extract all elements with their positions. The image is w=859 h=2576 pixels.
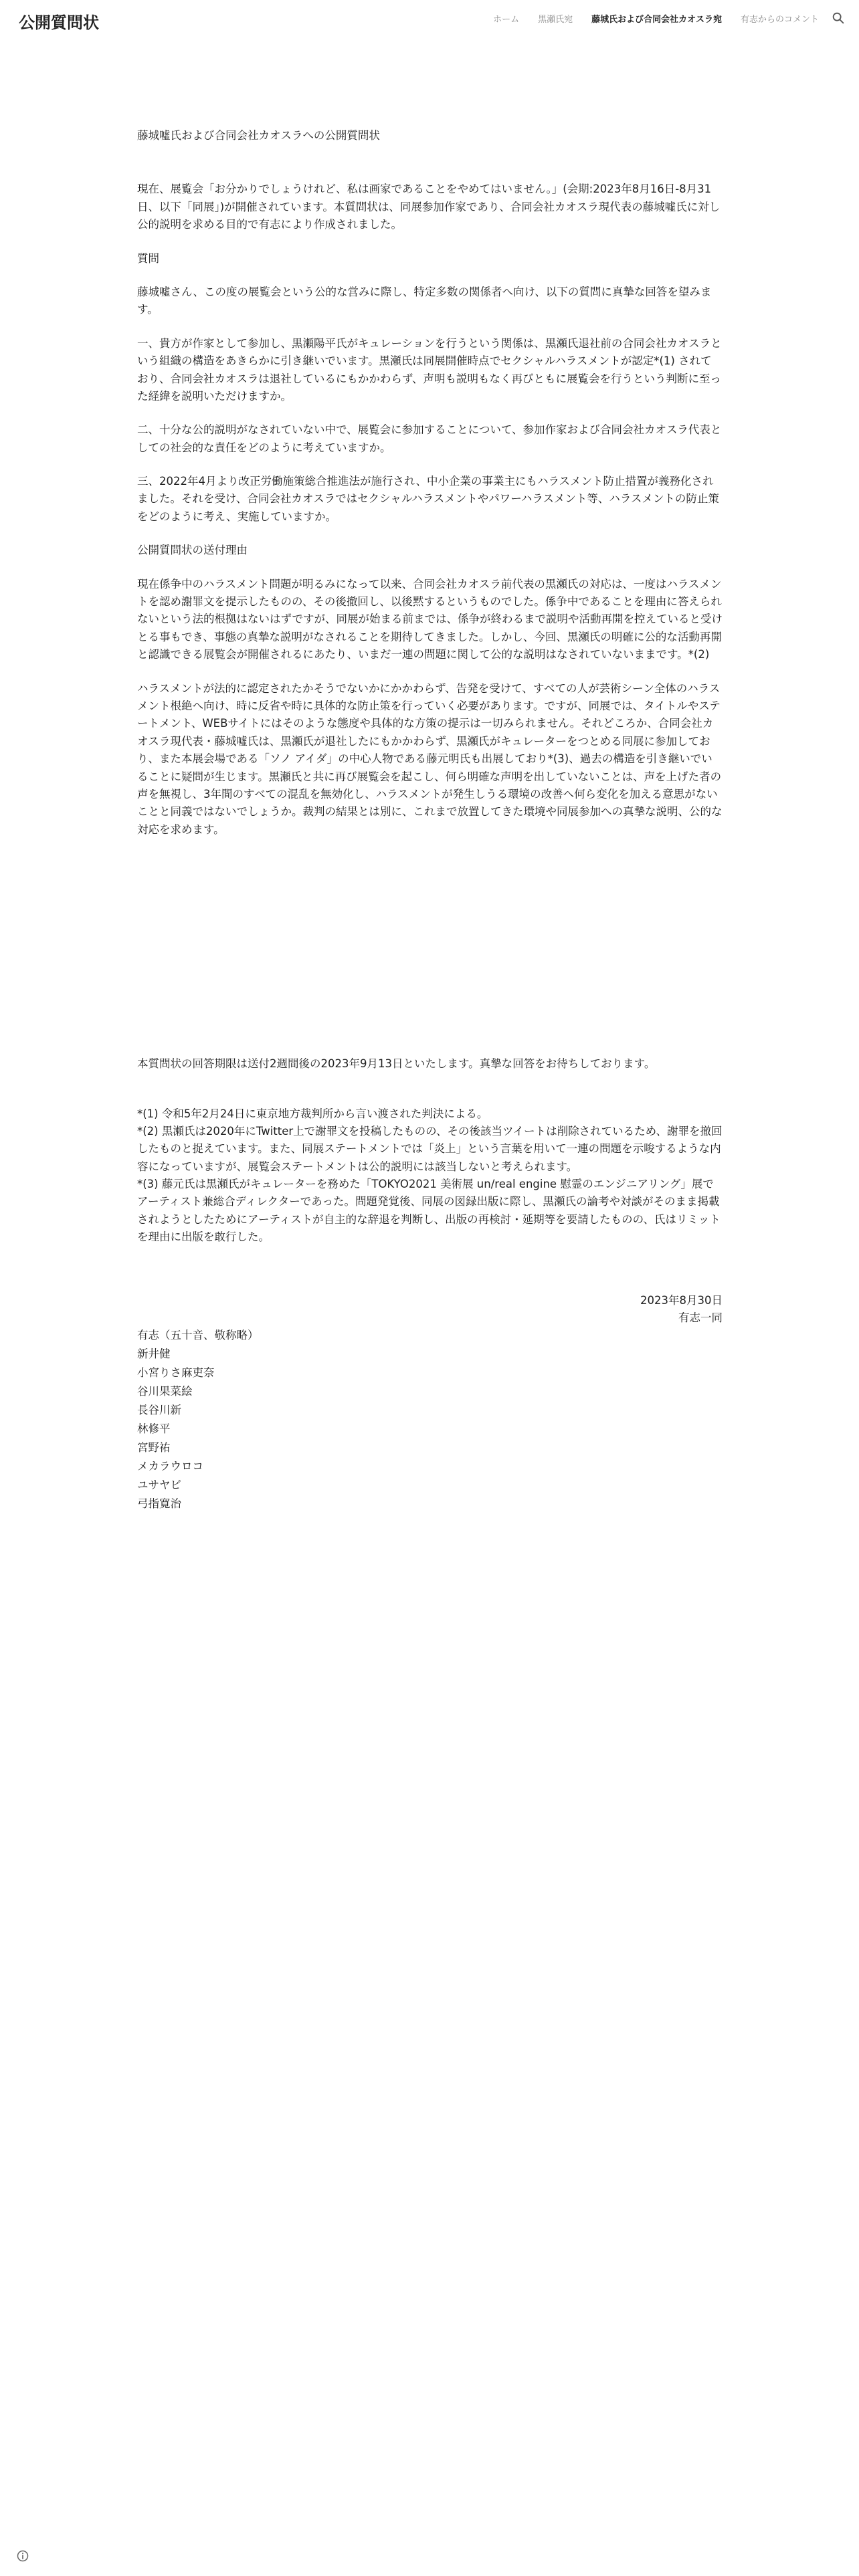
list-item: 谷川果菜絵 [137, 1384, 193, 1398]
blank-space [137, 855, 723, 1055]
questions-lead: 藤城噓さん、この度の展覧会という公的な営みに際し、特定多数の関係者へ向け、以下の質問に真摯な回答を望みます。 [137, 285, 712, 316]
question-1: 一、貴方が作家として参加し、黒瀬陽平氏がキュレーションを行うという関係は、黒瀬氏退社前の合同会社カオスラという組織の構造をあきらかに引き継いでいます。黒瀬氏は同展開催時点でセクシャルハラスメントが認定*(1) されており、合同会社カオスラは退社しているにもかかわらず、声明も説明もなく再びともに展覧会を行うという判断に至った経緯を説明いただけますか。 [137, 336, 722, 403]
list-item: 宮野祐 [137, 1441, 171, 1455]
list-item: ユサヤビ [137, 1479, 181, 1492]
deadline-paragraph: 本質問状の回答期限は送付2週間後の2023年9月13日といたします。真摯な回答をお待ちしております。 [137, 1057, 656, 1071]
questions-heading: 質問 [137, 251, 159, 265]
footnotes [137, 1105, 723, 1247]
reason-paragraph-2: ハラスメントが法的に認定されたかそうでないかにかかわらず、告発を受けて、すべての人が芸術シーン全体のハラスメント根絶へ向け、時に反省や時に具体的な防止策を行っていく必要があります。ですが、同展では、タイトルやステートメント、WEBサイトにはそのような態度や具体的な方策の提示は一切みられません。それどころか、合同会社カオスラ現代表・藤城噓氏は、黒瀬氏が退社したにもかかわらず、黒瀬氏がキュレーターをつとめる同展に参加しており、また本展会場である「ソノ アイダ」の中心人物である藤元明氏も出展しており*(3)、過去の構造を引き継いでいることに疑問が生じます。黒瀬氏と共に再び展覧会を起こし、何ら明確な声明を出していないことは、声を上げた者の声を無視し、3年間のすべての混乱を無効化し、ハラスメントが発生しうる環境の改善へ何ら変化を加える意思がないことと同義ではないでしょうか。裁判の結果とは別に、これまで放置してきた環境や同展参加への真摯な説明、公的な対応を求めます。 [137, 681, 723, 836]
list-item: 新井健 [137, 1347, 171, 1360]
list-item: 林修平 [137, 1422, 171, 1435]
list-item: 小宮りさ麻吏奈 [137, 1366, 215, 1379]
signer-list [137, 1345, 723, 1513]
intro-paragraph: 現在、展覧会「お分かりでしょうけれど、私は画家であることをやめてはいません。」(会期:2023年8月16日-8月31日、以下「同展」)が開催されています。本質問状は、同展参加作家であり、合同会社カオスラ現代表の藤城噓氏に対し公的説明を求める目的で有志により作成されました。 [137, 183, 721, 231]
signature: 有志一同 [678, 1311, 723, 1325]
list-item: メカラウロコ [137, 1460, 203, 1473]
nav-item-fujishiro-chaosla[interactable]: 藤城氏および合同会社カオスラ宛 [591, 15, 722, 25]
date-signature-block [137, 1292, 723, 1327]
question-3: 三、2022年4月より改正労働施策総合推進法が施行され、中小企業の事業主にもハラスメント防止措置が義務化されました。それを受け、合同会社カオスラではセクシャルハラスメントやパワーハラスメント等、ハラスメントの防止策をどのように考え、実施していますか。 [137, 475, 719, 523]
info-icon[interactable] [16, 2549, 29, 2563]
nav-item-kurose[interactable]: 黒瀬氏宛 [538, 15, 573, 25]
question-2: 二、十分な公的説明がなされていない中で、展覧会に参加することについて、参加作家および合同会社カオスラ代表としての社会的な責任をどのように考えていますか。 [137, 423, 722, 454]
top-nav [474, 12, 819, 25]
footnote-1: *(1) 令和5年2月24日に東京地方裁判所から言い渡された判決による。 [137, 1107, 488, 1120]
search-icon[interactable] [831, 11, 846, 25]
reason-paragraph-1: 現在係争中のハラスメント問題が明るみになって以来、合同会社カオスラ前代表の黒瀬氏の対応は、一度はハラスメントを認め謝罪文を提示したものの、その後撤回し、以後黙するというものでした。係争中であることを理由に答えられないという法的根拠はないはずですが、同展が始まる前までは、係争が終わるまで説明や活動再開を控えていると受けとる事もでき、事態の真摯な説明がなされることを期待してきました。しかし、今回、黒瀬氏の明確に公的な活動再開と認識できる展覧会が開催されるにあたり、いまだ一連の問題に関して公的な説明はなされていないままです。*(2) [137, 577, 723, 661]
signers-heading: 有志（五十音、敬称略） [137, 1329, 259, 1342]
page-title: 藤城噓氏および合同会社カオスラへの公開質問状 [137, 129, 380, 142]
date: 2023年8月30日 [640, 1293, 723, 1307]
nav-item-comments[interactable]: 有志からのコメント [740, 15, 819, 25]
list-item: 長谷川新 [137, 1403, 181, 1416]
list-item: 弓指寛治 [137, 1497, 181, 1511]
footnote-3: *(3) 藤元氏は黒瀬氏がキュレーターを務めた「TOKYO2021 美術展 un/real engine 慰霊のエンジニアリング」展でアーティスト兼総合ディレクターであった。問題発覚後、同展の図録出版に際し、黒瀬氏の論考や対談がそのまま掲載されようとしたためにアーティストが自主的な辞退を判断し、出版の再検討・延期等を要請したものの、氏はリミットを理由に出版を敢行した。 [137, 1178, 721, 1244]
footnote-2: *(2) 黒瀬氏は2020年にTwitter上で謝罪文を投稿したものの、その後該当ツイートは削除されているため、謝罪を撤回したものと捉えています。また、同展ステートメントでは「炎上」という言葉を用いて一連の問題を示唆するような内容になっていますが、展覧会ステートメントは公的説明には該当しないと考えられます。 [137, 1124, 723, 1173]
reason-heading: 公開質問状の送付理由 [137, 544, 248, 557]
site-header [0, 0, 859, 40]
main-content [137, 127, 723, 1513]
site-title[interactable]: 公開質問状 [19, 13, 99, 32]
nav-item-home[interactable]: ホーム [493, 15, 520, 25]
